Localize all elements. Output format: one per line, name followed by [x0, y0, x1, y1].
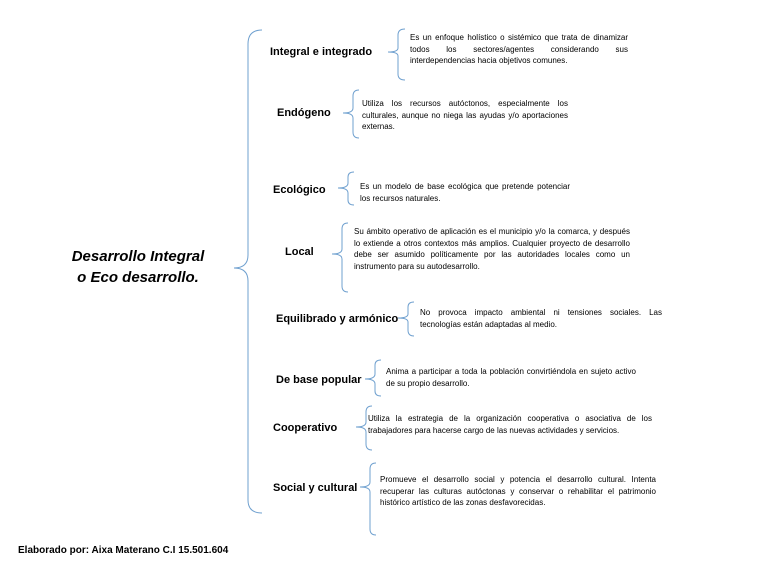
branch-description: No provoca impacto ambiental ni tensiones sociales. Las tecnologías están adaptadas al medio. [420, 308, 662, 329]
branch-label: De base popular [276, 374, 362, 386]
branch-label: Social y cultural [273, 482, 358, 494]
branch-label: Cooperativo [273, 422, 338, 434]
central-topic [52, 246, 224, 288]
brace-social [360, 463, 376, 535]
branch-description: Su ámbito operativo de aplicación es el municipio y/o la comarca, y después lo extiende a otros contextos más amplios. Cualquier proyecto de desarrollo debe ser asumido políticamente por las autoridades locales como un instrumento para su autodesarrollo. [354, 227, 630, 271]
central-topic-prefix: o [77, 269, 91, 286]
branch-description: Promueve el desarrollo social y potencia el desarrollo cultural. Intenta recuperar las culturas autóctonas y conservar o rehabilitar el patrimonio histórico artístico de las zonas desfavorecidas. [380, 475, 656, 507]
branch-label: Integral e integrado [270, 46, 373, 58]
branch-description: Es un modelo de base ecológica que pretende potenciar los recursos naturales. [360, 182, 570, 203]
branch-description: Anima a participar a toda la población convirtiéndola en sujeto activo de su propio desarrollo. [386, 367, 636, 388]
brace-endogeno [343, 90, 359, 138]
brace-equilibrado [398, 302, 414, 336]
brace-ecologico [338, 172, 354, 205]
branch-description: Es un enfoque holístico o sistémico que trata de dinamizar todos los sectores/agentes considerando sus interdependencias hacia objetivos comunes. [410, 33, 628, 65]
branch-label: Endógeno [277, 107, 331, 119]
branch-label: Local [285, 246, 314, 258]
branch-description: Utiliza los recursos autóctonos, especialmente los culturales, aunque no niega las ayudas y/o aportaciones externas. [362, 99, 568, 131]
central-topic-line1: Desarrollo Integral [71, 248, 205, 265]
branch-description: Utiliza la estrategia de la organización cooperativa o asociativa de los trabajadores para hacerse cargo de las nuevas actividades y servicios. [368, 414, 652, 435]
main-brace [234, 30, 262, 513]
central-topic-line2 [52, 267, 224, 288]
central-topic-emph: Eco desarrollo. [90, 269, 199, 286]
branch-label: Equilibrado y armónico [276, 313, 399, 325]
brace-integral [388, 29, 405, 80]
brace-local [332, 223, 348, 292]
branch-label: Ecológico [273, 184, 326, 196]
brace-popular [365, 360, 381, 396]
author-credit: Elaborado por: Aixa Materano C.I 15.501.604 [18, 545, 229, 556]
